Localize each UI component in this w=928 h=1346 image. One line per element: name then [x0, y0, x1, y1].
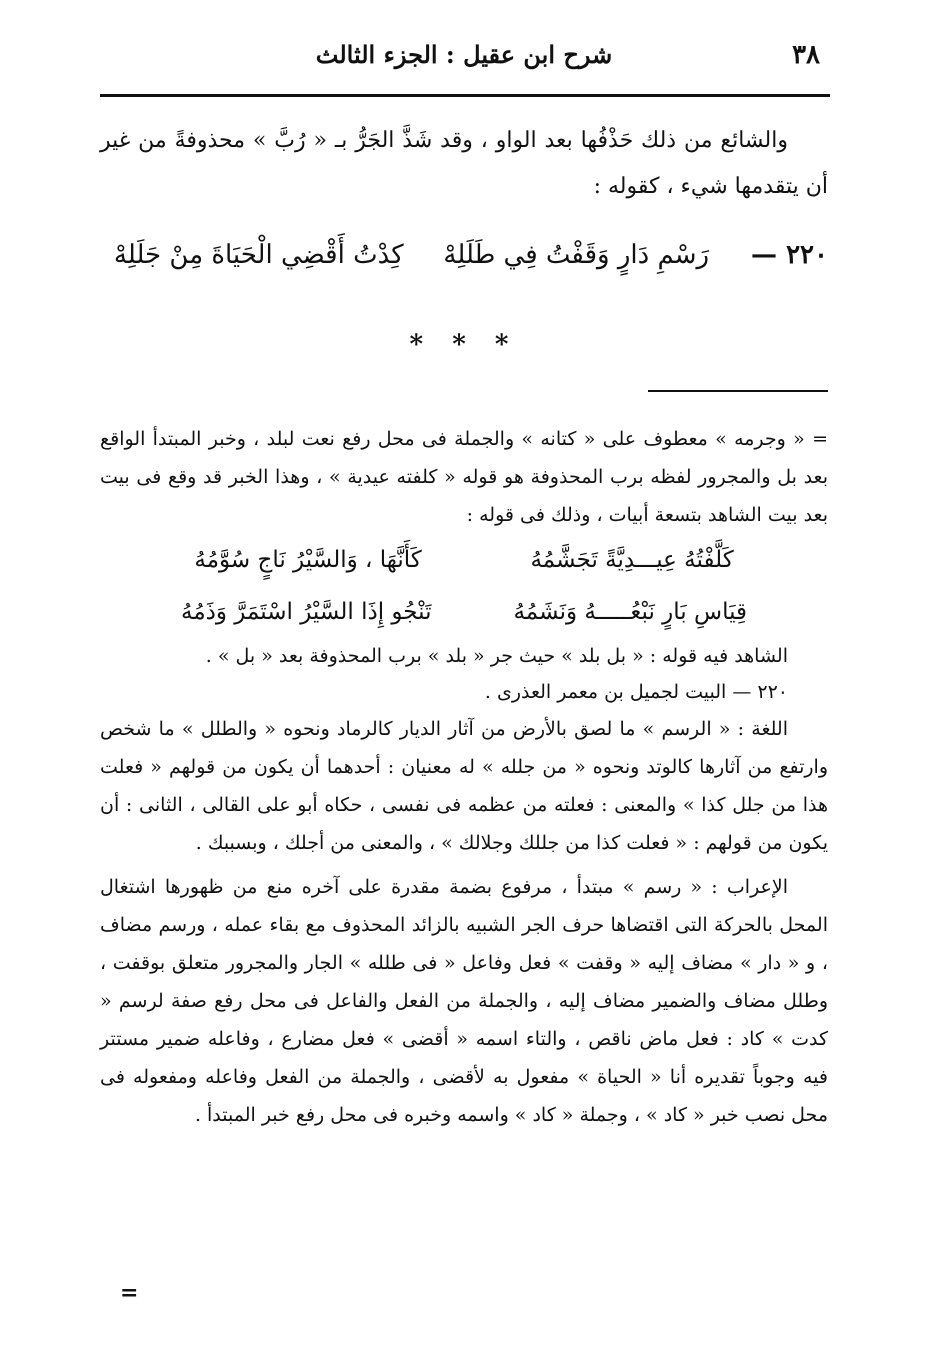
verse-second-half: كِدْتُ أَقْضِي الْحَيَاةَ مِنْ جَلَلِهْ	[113, 240, 404, 270]
footnote-verse-2	[100, 586, 828, 638]
verse-number: ٢٢٠ —	[751, 240, 828, 270]
footnote-verse-1-first: كَلَّفْتُهُ عِيـــدِيَّةً تَجَشَّمُهُ	[530, 547, 734, 573]
main-text	[100, 118, 828, 210]
footnote-attribution: ٢٢٠ — البيت لجميل بن معمر العذرى .	[484, 681, 788, 703]
footnote-continuation: = « وجرمه » معطوف على « كتانه » والجملة فى محل رفع نعت لبلد ، وخبر المبتدأ الواقع بعد بل والمجرور لفظه برب المحذوفة هو قوله « كلفته عيدية » ، وهذا الخبر قد وقع فى بيت بعد بيت الشاهد بتسعة أبيات ، وذلك فى قوله :	[100, 428, 828, 526]
running-title: شرح ابن عقيل : الجزء الثالث	[315, 40, 613, 69]
main-verse	[100, 240, 828, 270]
section-divider: * * *	[409, 330, 519, 360]
header-rule	[100, 94, 830, 97]
verse-first-half: رَسْمِ دَارٍ وَقَفْتُ فِي طَلَلِهْ	[443, 240, 710, 270]
footnote-verse-1	[100, 534, 828, 586]
footnote-verse-1-second: كَأَنَّهَا ، وَالسَّيْرُ نَاجٍ سُوَّمُهُ	[194, 547, 422, 573]
page-header	[100, 38, 828, 88]
footnote-shahid: الشاهد فيه قوله : « بل بلد » حيث جر « بلد » برب المحذوفة بعد « بل » .	[205, 645, 788, 667]
continuation-mark: =	[120, 1280, 139, 1306]
footnotes	[100, 420, 828, 1134]
page-number: ٣٨	[792, 40, 820, 70]
footnote-rule	[648, 390, 828, 392]
footnote-verse-2-first: قِيَاسِ بَارٍ نَبْعُـــــهُ وَنَشَمُهُ	[513, 599, 748, 625]
footnote-irab: الإعراب : « رسم » مبتدأ ، مرفوع بضمة مقدرة على آخره منع من ظهورها اشتغال المحل بالحركة التى اقتضاها حرف الجر الشبيه بالزائد المحذوف مع بقاء عمله ، ورسم مضاف ، و « دار » مضاف إليه « وقفت » فعل وفاعل « فى طلله » الجار والمجرور متعلق بوقفت ، وطلل مضاف والضمير مضاف إليه ، والجملة من الفعل والفاعل فى محل رفع صفة لرسم « كدت » كاد : فعل ماض ناقص ، والتاء اسمه « أقضى » فعل مضارع ، وفاعله ضمير مستتر فيه وجوباً تقديره أنا « الحياة » مفعول به لأقضى ، والجملة من الفعل وفاعله ومفعوله فى محل نصب خبر « كاد » ، وجملة « كاد » واسمه وخبره فى محل رفع خبر المبتدأ .	[100, 876, 828, 1126]
footnote-lugha: اللغة : « الرسم » ما لصق بالأرض من آثار الديار كالرماد ونحوه « والطلل » ما شخص وارتفع من آثارها كالوتد ونحوه « من جلله » له معنيان : أحدهما أن يكون من قولهم « فعلت هذا من جلل كذا » والمعنى : فعلته من عظمه فى نفسى ، حكاه أبو على القالى ، الثانى : أن يكون من قولهم : « فعلت كذا من جللك وجلالك » ، والمعنى من أجلك ، وبسببك .	[100, 718, 828, 854]
main-paragraph: والشائع من ذلك حَذْفُها بعد الواو ، وقد شَذَّ الجَرُّ بـ « رُبَّ » محذوفةً من غير أن يتقدمها شيء ، كقوله :	[100, 128, 828, 199]
footnote-verse-2-second: تَنْجُو إِذَا السَّيْرُ اسْتَمَرَّ وَذَمُهُ	[181, 599, 432, 625]
